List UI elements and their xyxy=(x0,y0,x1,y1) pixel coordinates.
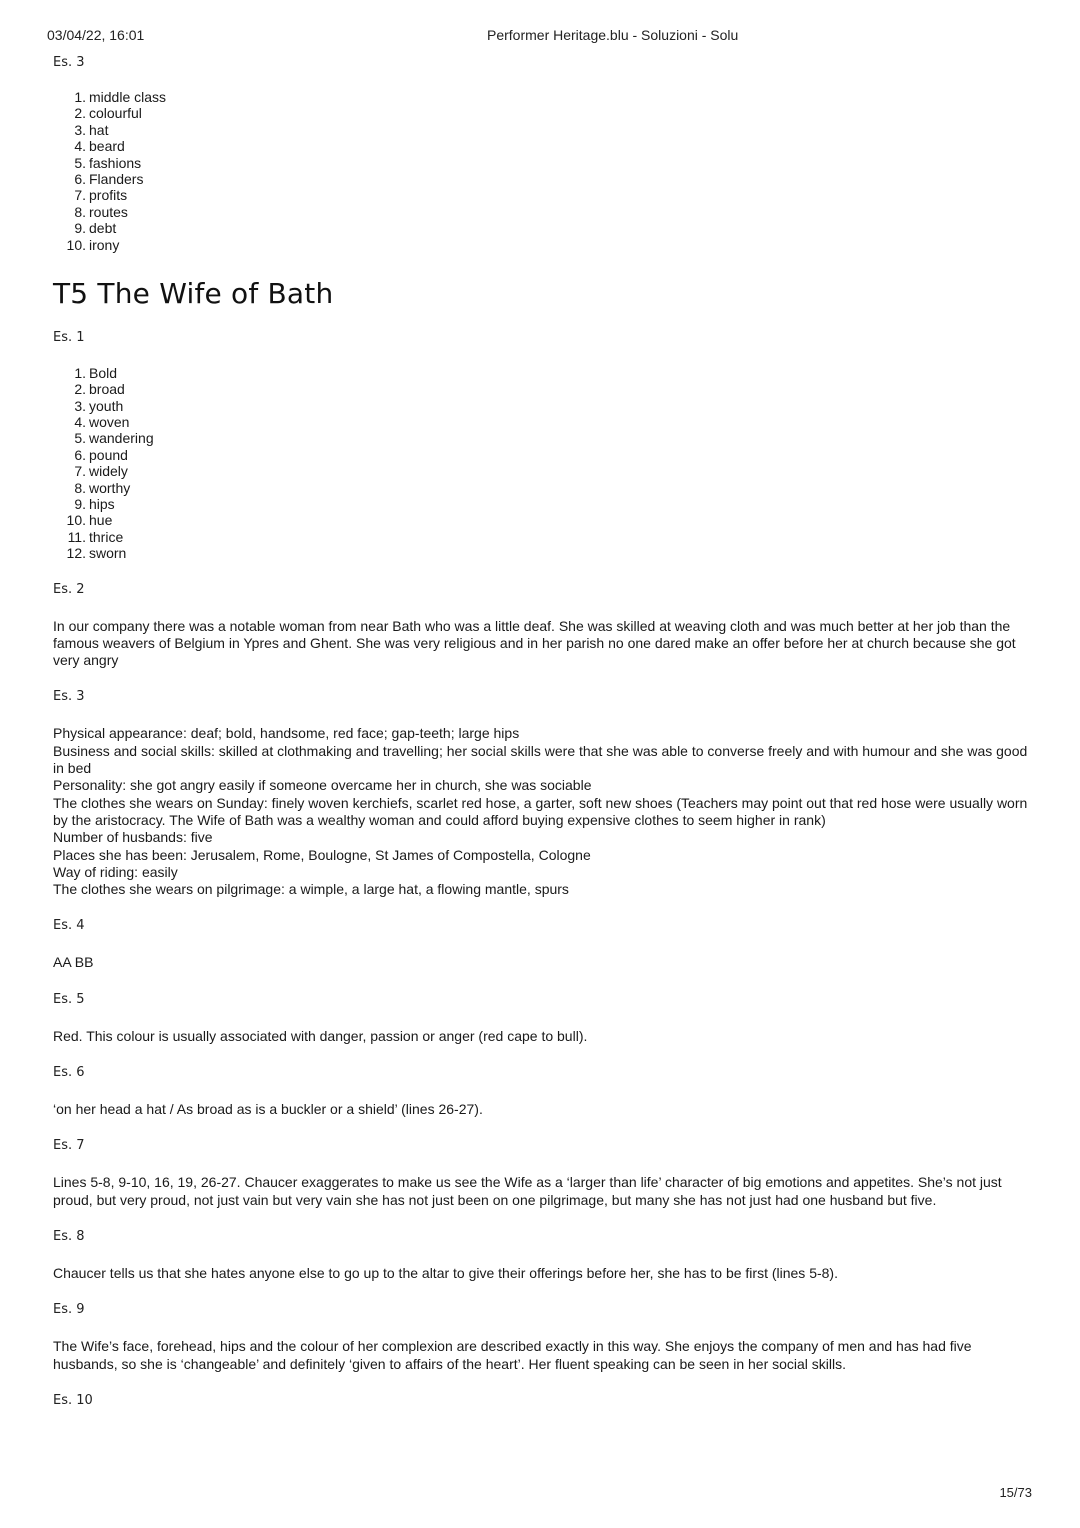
list-item-text: hue xyxy=(89,512,113,529)
answer-list-es1 xyxy=(53,365,1033,562)
answer-es3 xyxy=(53,725,1033,898)
list-item-text: beard xyxy=(89,138,125,155)
list-item-text: wandering xyxy=(89,430,154,447)
list-item-text: pound xyxy=(89,446,128,463)
page-content xyxy=(53,54,1033,1409)
list-item xyxy=(53,447,1033,463)
list-item xyxy=(53,512,1033,528)
list-item-number: 8. xyxy=(74,479,86,496)
list-item xyxy=(53,237,1033,253)
answer-es7: Lines 5-8, 9-10, 16, 19, 26-27. Chaucer exaggerates to make us see the Wife as a ‘larger than life’ character of big emotions and appetites. She’s not just proud, but very proud, not just vain but very vain she has not just been on one pilgrimage, but many she has not just had one husband but five. xyxy=(53,1174,1002,1208)
list-item-number: 1. xyxy=(74,364,86,381)
list-item xyxy=(53,496,1033,512)
list-item xyxy=(53,529,1033,545)
list-item-text: woven xyxy=(89,414,130,431)
header-title: Performer Heritage.blu - Soluzioni - Solu xyxy=(487,27,739,43)
es3-line: Business and social skills: skilled at clothmaking and travelling; her social skills were that she was able to converse freely and with humour and she was good in bed xyxy=(53,742,1028,777)
list-item-number: 1. xyxy=(74,89,86,105)
list-item-text: colourful xyxy=(89,105,142,122)
exercise-label-es2: Es. 2 xyxy=(53,581,85,597)
list-item-text: profits xyxy=(89,187,128,204)
list-item-number: 4. xyxy=(74,138,86,155)
list-item xyxy=(53,480,1033,496)
es3-line: The clothes she wears on Sunday: finely woven kerchiefs, scarlet red hose, a garter, soft new shoes (Teachers may point out that red hose were usually worn by the aristocracy. The Wife of Bath was a wealthy woman and could afford buying expensive clothes to seem higher in rank) xyxy=(53,794,1028,828)
exercise-label-es5: Es. 5 xyxy=(53,991,85,1007)
list-item xyxy=(53,545,1033,561)
list-item xyxy=(53,365,1033,381)
list-item-text: routes xyxy=(89,203,128,220)
es3-line: Way of riding: easily xyxy=(53,863,178,880)
answer-es6: ‘on her head a hat / As broad as is a buckler or a shield’ (lines 26-27). xyxy=(53,1101,483,1118)
answer-es8: Chaucer tells us that she hates anyone else to go up to the altar to give their offerings before her, she has to be first (lines 5-8). xyxy=(53,1264,838,1281)
list-item xyxy=(53,155,1033,171)
list-item-text: hips xyxy=(89,496,115,513)
list-item-text: sworn xyxy=(89,545,127,562)
list-item-number: 5. xyxy=(74,430,86,447)
es3-line: Physical appearance: deaf; bold, handsome, red face; gap-teeth; large hips xyxy=(53,725,520,742)
exercise-label-es6: Es. 6 xyxy=(53,1065,85,1081)
list-item-text: thrice xyxy=(89,528,124,545)
list-item xyxy=(53,381,1033,397)
list-item-number: 9. xyxy=(74,220,86,237)
list-item xyxy=(53,138,1033,154)
list-item-number: 8. xyxy=(74,203,86,220)
list-item xyxy=(53,122,1033,138)
list-item xyxy=(53,171,1033,187)
list-item-number: 6. xyxy=(74,446,86,463)
exercise-label-es4: Es. 4 xyxy=(53,918,85,934)
list-item-text: widely xyxy=(89,463,128,480)
es3-line: The clothes she wears on pilgrimage: a wimple, a large hat, a flowing mantle, spurs xyxy=(53,881,569,898)
section-title: T5 The Wife of Bath xyxy=(53,276,334,310)
list-item xyxy=(53,398,1033,414)
exercise-label-es3-top: Es. 3 xyxy=(53,55,85,70)
list-item-text: fashions xyxy=(89,154,142,171)
list-item-text: Bold xyxy=(89,364,118,381)
list-item-text: Flanders xyxy=(89,170,144,187)
list-item xyxy=(53,105,1033,121)
list-item-number: 4. xyxy=(74,414,86,431)
list-item xyxy=(53,220,1033,236)
answer-es9: The Wife’s face, forehead, hips and the colour of her complexion are described exactly in this way. She enjoys the company of men and has had five husbands, so she is ‘changeable’ and definitely ‘given to affairs of the heart’. Her fluent speaking can be seen in her social skills. xyxy=(53,1338,972,1372)
list-item xyxy=(53,414,1033,430)
exercise-label-es9: Es. 9 xyxy=(53,1302,85,1318)
list-item-text: worthy xyxy=(89,479,131,496)
list-item-text: irony xyxy=(89,236,120,253)
list-item xyxy=(53,187,1033,203)
es3-line: Places she has been: Jerusalem, Rome, Boulogne, St James of Compostella, Cologne xyxy=(53,846,591,863)
list-item xyxy=(53,430,1033,446)
list-item-number: 3. xyxy=(74,397,86,414)
list-item-text: debt xyxy=(89,220,117,237)
list-item-number: 6. xyxy=(74,170,86,187)
list-item-number: 12. xyxy=(66,545,86,562)
list-item-text: hat xyxy=(89,121,109,138)
es3-line: Number of husbands: five xyxy=(53,829,213,846)
list-item-number: 7. xyxy=(74,463,86,480)
answer-es4: AA BB xyxy=(53,954,94,971)
list-item-number: 11. xyxy=(67,528,86,545)
list-item-number: 5. xyxy=(74,154,86,171)
list-item-number: 3. xyxy=(74,121,86,138)
list-item-number: 10. xyxy=(66,236,86,253)
list-item xyxy=(53,463,1033,479)
list-item-number: 10. xyxy=(66,512,86,529)
list-item-text: middle class xyxy=(89,89,167,105)
header-datetime: 03/04/22, 16:01 xyxy=(47,27,145,43)
list-item-number: 7. xyxy=(74,187,86,204)
list-item-text: youth xyxy=(89,397,124,414)
list-item-number: 9. xyxy=(74,496,86,513)
exercise-label-es10: Es. 10 xyxy=(53,1392,93,1408)
exercise-label-es7: Es. 7 xyxy=(53,1138,85,1154)
answer-es5: Red. This colour is usually associated with danger, passion or anger (red cape to bull). xyxy=(53,1027,588,1044)
exercise-label-es8: Es. 8 xyxy=(53,1228,85,1244)
list-item-number: 2. xyxy=(74,381,86,398)
list-item-text: broad xyxy=(89,381,125,398)
exercise-label-es3: Es. 3 xyxy=(53,689,85,705)
list-item xyxy=(53,204,1033,220)
list-item xyxy=(53,89,1033,105)
page-number: 15/73 xyxy=(999,1485,1032,1500)
answer-list-es3-top xyxy=(53,89,1033,253)
es3-line: Personality: she got angry easily if someone overcame her in church, she was sociable xyxy=(53,777,592,794)
answer-es2: In our company there was a notable woman from near Bath who was a little deaf. She was skilled at weaving cloth and was much better at her job than the famous weavers of Belgium in Ypres and Ghent. She was very religious and in her parish no one dared make an offer before her at church because she got very angry xyxy=(53,617,1016,669)
list-item-number: 2. xyxy=(74,105,86,122)
exercise-label-es1: Es. 1 xyxy=(53,329,85,345)
